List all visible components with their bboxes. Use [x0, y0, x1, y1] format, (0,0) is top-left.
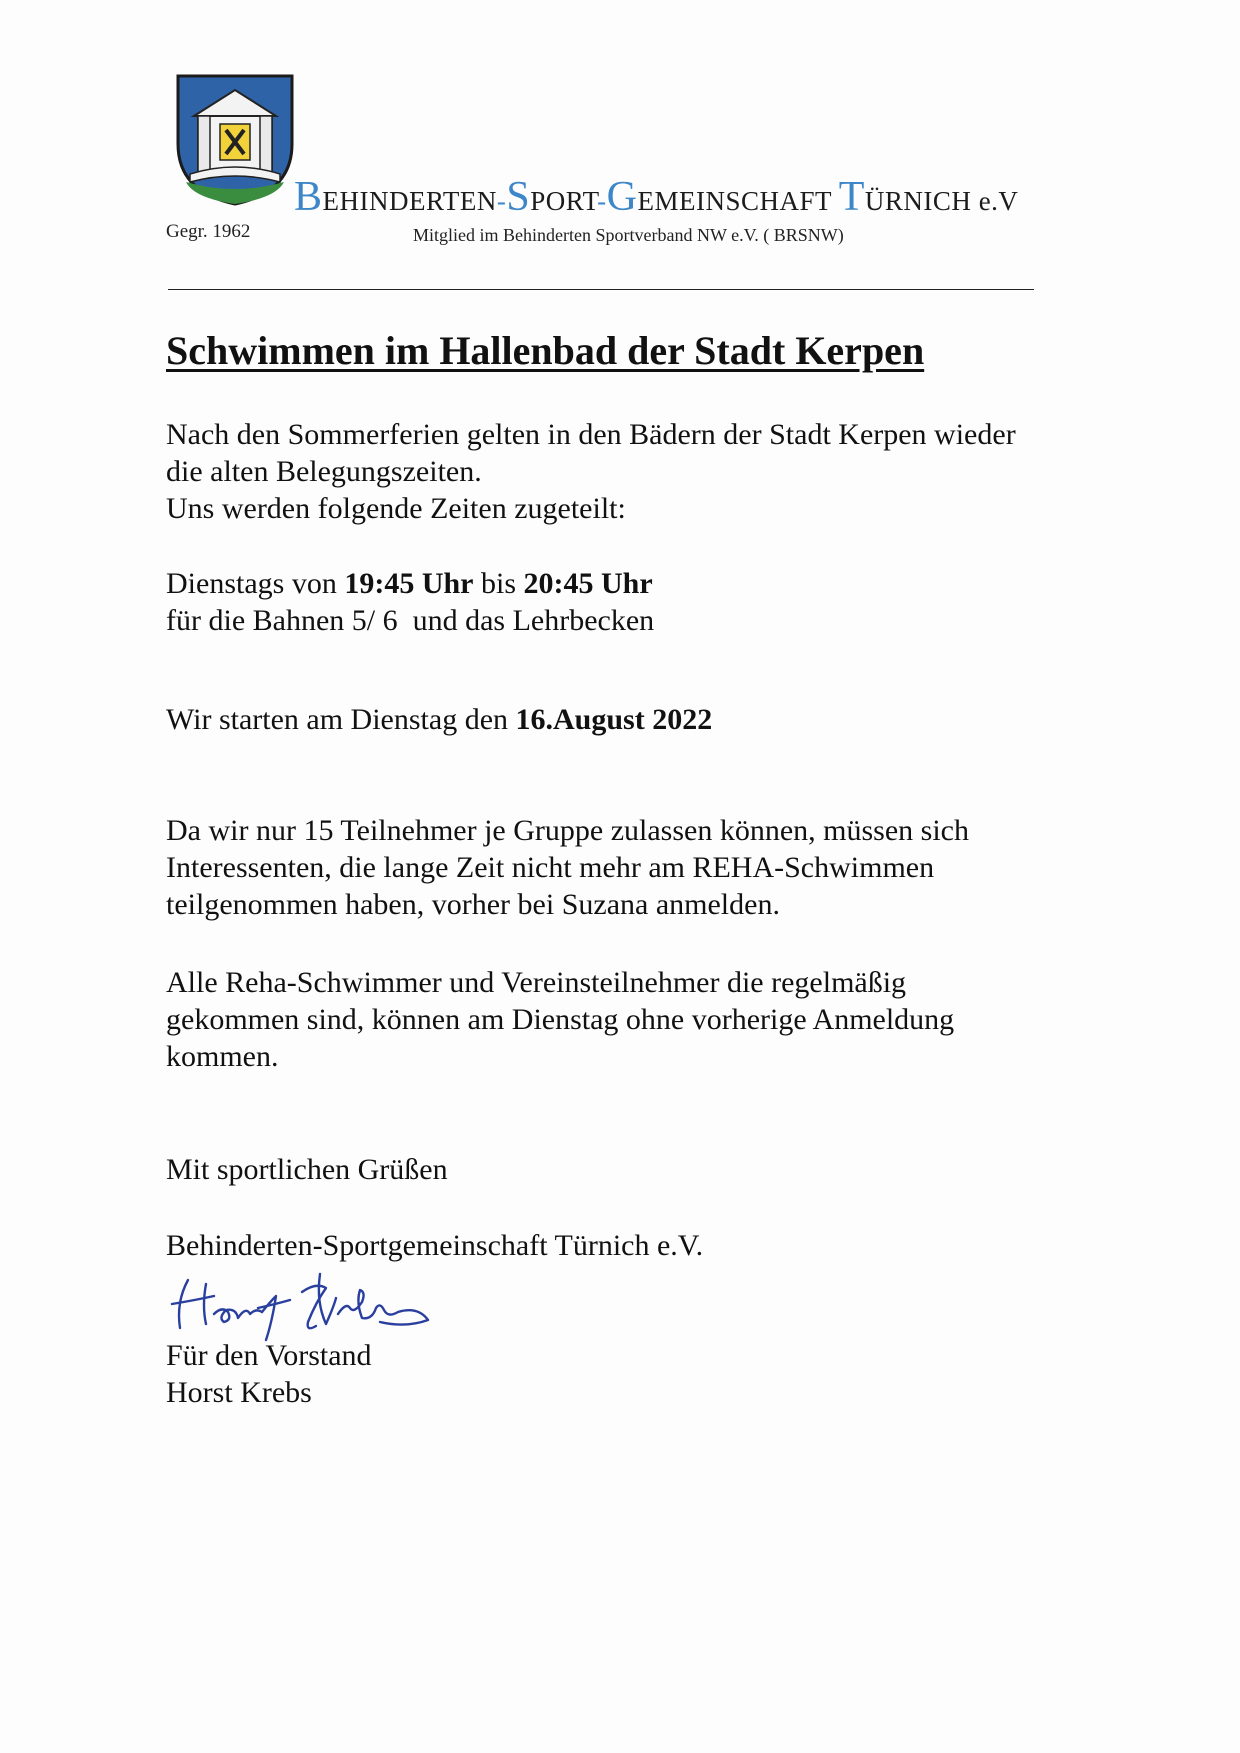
intro-line: Uns werden folgende Zeiten zugeteilt:: [166, 492, 626, 525]
regulars-line: kommen.: [166, 1040, 279, 1073]
letterhead-divider: [168, 289, 1034, 290]
schedule-end-time: 20:45 Uhr: [523, 567, 653, 600]
intro-line: die alten Belegungszeiten.: [166, 455, 482, 488]
limit-line: teilgenommen haben, vorher bei Suzana anmelden.: [166, 888, 780, 921]
document-title: Schwimmen im Hallenbad der Stadt Kerpen: [166, 328, 925, 373]
club-name-word: ÜRNICH: [864, 186, 972, 216]
founded-year: Gegr. 1962: [166, 221, 251, 242]
limit-line: Interessenten, die lange Zeit nicht mehr am REHA-Schwimmen: [166, 851, 935, 884]
intro-line: Nach den Sommerferien gelten in den Bädern der Stadt Kerpen wieder: [166, 418, 1016, 451]
membership-note: Mitglied im Behinderten Sportverband NW e.V. ( BRSNW): [413, 225, 844, 245]
schedule-middle: bis: [473, 567, 524, 600]
closing-greeting: Mit sportlichen Grüßen: [166, 1153, 448, 1186]
club-name-word: PORT: [530, 186, 598, 216]
club-name-initial: G: [606, 174, 638, 220]
signatory-name: Horst Krebs: [166, 1376, 312, 1409]
club-name-initial: S: [506, 174, 531, 220]
start-date-line: [166, 701, 1126, 738]
coat-of-arms-crest-icon: [176, 74, 294, 206]
club-name-suffix: e.V: [971, 186, 1019, 216]
club-name-separator: -: [597, 186, 607, 216]
participant-limit-paragraph: [166, 812, 1126, 923]
schedule-start-time: 19:45 Uhr: [344, 567, 474, 600]
regulars-line: gekommen sind, können am Dienstag ohne vorherige Anmeldung: [166, 1003, 955, 1036]
schedule-time-line: [166, 565, 1126, 602]
handwritten-signature-icon: [166, 1262, 436, 1342]
start-date-paragraph: [166, 701, 1126, 738]
regulars-paragraph: [166, 964, 1126, 1075]
intro-paragraph: [166, 416, 1126, 527]
start-date-value: 16.August 2022: [515, 703, 713, 736]
schedule-paragraph: [166, 565, 1126, 639]
schedule-prefix: Dienstags von: [166, 567, 345, 600]
club-name-initial: T: [838, 174, 865, 220]
schedule-lanes-line: für die Bahnen 5/ 6 und das Lehrbecken: [166, 604, 655, 637]
club-name: [294, 176, 1094, 218]
start-date-prefix: Wir starten am Dienstag den: [166, 703, 516, 736]
club-name-initial: B: [294, 174, 323, 220]
signatory-role: Für den Vorstand: [166, 1339, 372, 1372]
club-name-word: EMEINSCHAFT: [637, 186, 839, 216]
club-name-word: EHINDERTEN: [322, 186, 497, 216]
club-name-separator: -: [496, 186, 507, 216]
limit-line: Da wir nur 15 Teilnehmer je Gruppe zulassen können, müssen sich: [166, 814, 969, 847]
regulars-line: Alle Reha-Schwimmer und Vereinsteilnehmer die regelmäßig: [166, 966, 907, 999]
organization-name: Behinderten-Sportgemeinschaft Türnich e.V.: [166, 1229, 704, 1262]
signatory-block: [166, 1337, 1126, 1411]
